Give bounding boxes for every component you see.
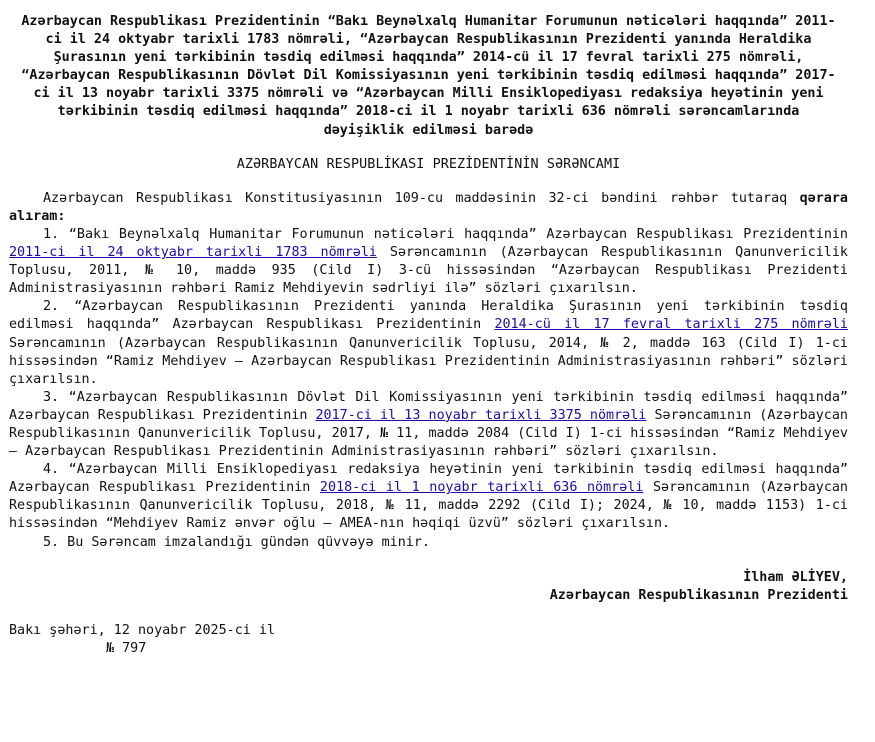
- clause-1: [9, 226, 848, 298]
- clause-5-text: 5. Bu Sərəncam imzalandığı gündən qüvvəyə minir.: [43, 534, 430, 550]
- clause-1-text-before: 1. “Bakı Beynəlxalq Humanitar Forumunun nəticələri haqqında” Azərbaycan Respublikası Prezidentinin: [43, 226, 848, 242]
- document: [9, 13, 848, 658]
- intro-decision: qərara alıram:: [9, 190, 848, 224]
- clause-1-reference-link[interactable]: 2011-ci il 24 oktyabr tarixli 1783 nömrəli: [9, 245, 377, 261]
- clause-3: [9, 389, 848, 461]
- clause-2-text-before: 2. “Azərbaycan Respublikasının Prezidenti yanında Heraldika Şurasının yeni tərkibinin təsdiq edilməsi haqqında” Azərbaycan Respublikası Prezidentinin: [9, 299, 848, 333]
- clause-3-text-after: Sərəncamının (Azərbaycan Respublikasının Qanunvericilik Toplusu, 2017, № 11, maddə 2084 (Cild I) 1-ci hissəsindən “Ramiz Mehdiyev — Azərbaycan Respublikası Prezidentinin Administrasiyasının rəhbəri” sözləri çıxarılsın.: [9, 407, 848, 460]
- clause-4-reference-link[interactable]: 2018-ci il 1 noyabr tarixli 636 nömrəli: [319, 480, 644, 496]
- signatory-position: Azərbaycan Respublikasının Prezidenti: [549, 587, 848, 603]
- place-and-date: Bakı şəhəri, 12 noyabr 2025-ci il: [9, 622, 276, 638]
- intro-paragraph: [9, 190, 848, 226]
- clause-2-reference-link[interactable]: 2014-cü il 17 fevral tarixli 275 nömrəli: [494, 317, 848, 333]
- document-title: Azərbaycan Respublikası Prezidentinin “Bakı Beynəlxalq Humanitar Forumunun nəticələri haqqında” 2011-ci il 24 oktyabr tarixli 1783 nömrəli, “Azərbaycan Respublikasının Prezidenti yanında Heraldika Şurasının yeni tərkibinin təsdiq edilməsi haqqında” 2014-cü il 17 fevral tarixli 275 nömrəli, “Azərbaycan Respublikasının Dövlət Dil Komissiyasının yeni tərkibinin təsdiq edilməsi haqqında” 2017-ci il 13 noyabr tarixli 3375 nömrəli və “Azərbaycan Milli Ensiklopediyası redaksiya heyətinin yeni tərkibinin təsdiq edilməsi haqqında” 2018-ci il 1 noyabr tarixli 636 nömrəli sərəncamlarında dəyişiklik edilməsi barədə: [21, 14, 836, 138]
- clause-5: [9, 534, 848, 552]
- clause-2-text-after: Sərəncamının (Azərbaycan Respublikasının Qanunvericilik Toplusu, 2014, № 2, maddə 163 (Cild I) 1-ci hissəsindən “Ramiz Mehdiyev — Azərbaycan Respublikası Prezidentinin Administrasiyasının rəhbəri” sözləri çıxarılsın.: [9, 335, 848, 387]
- document-footer: [9, 622, 848, 658]
- clause-4-text-after: Sərəncamının (Azərbaycan Respublikasının Qanunvericilik Toplusu, 2018, № 11, maddə 2292 (Cild I); 2024, № 10, maddə 1153) 1-ci hissəsindən “Mehdiyev Ramiz ənvər oğlu — AMEA-nın həqiqi üzvü” sözləri çıxarılsın.: [9, 480, 848, 532]
- clause-2: [9, 298, 848, 388]
- intro-text: Azərbaycan Respublikası Konstitusiyasının 109-cu maddəsinin 32-ci bəndini rəhbər tutaraq: [43, 190, 800, 206]
- clause-3-reference-link[interactable]: 2017-ci il 13 noyabr tarixli 3375 nömrəli: [315, 407, 647, 423]
- signature-block: [9, 569, 848, 605]
- document-number: № 797: [106, 640, 147, 656]
- clause-3-text-before: 3. “Azərbaycan Respublikasının Dövlət Dil Komissiyasının yeni tərkibinin təsdiq edilməsi haqqında” Azərbaycan Respublikası Prezidentinin: [9, 389, 848, 423]
- document-heading: AZƏRBAYCAN RESPUBLİKASI PREZİDENTİNİN SƏRƏNCAMI: [236, 156, 621, 172]
- clause-4: [9, 461, 848, 533]
- clause-1-text-after: Sərəncamının (Azərbaycan Respublikasının Qanunvericilik Toplusu, 2011, № 10, maddə 935 (Cild I) 3-cü hissəsindən “Azərbaycan Respublikası Prezidenti Administrasiyasının rəhbəri Ramiz Mehdiyevin sədrliyi ilə” sözləri çıxarılsın.: [9, 245, 848, 297]
- signatory-name: İlham ƏLİYEV,: [743, 569, 848, 585]
- clause-4-text-before: 4. “Azərbaycan Milli Ensiklopediyası redaksiya heyətinin yeni tərkibinin təsdiq edilməsi haqqında” Azərbaycan Respublikası Prezidentinin: [9, 462, 848, 496]
